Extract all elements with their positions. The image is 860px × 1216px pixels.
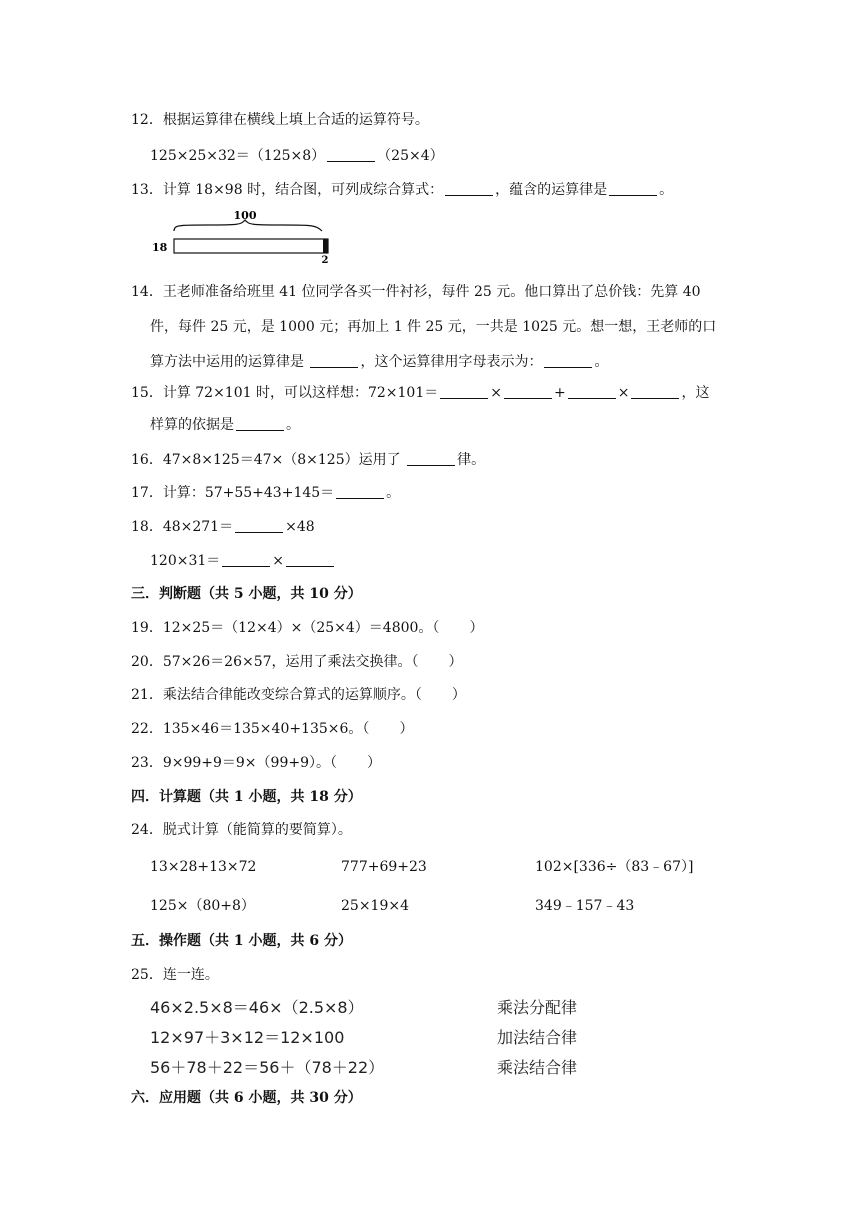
- answer-blank[interactable]: [286, 552, 334, 567]
- section-6-title: 六．应用题（共 6 小题，共 30 分）: [131, 1090, 362, 1106]
- q13-diagram: [145, 206, 345, 264]
- answer-blank[interactable]: [445, 181, 493, 196]
- match-left-item[interactable]: 56＋78＋22＝56＋（78＋22）: [150, 1058, 385, 1077]
- question-20: 20．57×26＝26×57，运用了乘法交换律。（ ）: [131, 654, 463, 670]
- calc-item: 13×28+13×72: [150, 859, 257, 875]
- question-17: 17．计算：57+55+43+145＝ 。: [131, 485, 401, 501]
- match-right-item[interactable]: 加法结合律: [497, 1028, 578, 1047]
- question-14-line3: 算方法中运用的运算律是 ，这个运算律用字母表示为： 。: [150, 354, 609, 370]
- answer-blank[interactable]: [222, 552, 270, 567]
- question-12-expression: 125×25×32＝（125×8） （25×4）: [150, 148, 444, 164]
- question-13: 13．计算 18×98 时，结合图，可列成综合算式： ，蕴含的运算律是 。: [131, 182, 674, 198]
- question-12: 12．根据运算律在横线上填上合适的运算符号。: [131, 112, 429, 128]
- match-left-item[interactable]: 12×97＋3×12＝12×100: [150, 1028, 345, 1047]
- question-16: 16．47×8×125＝47×（8×125）运用了 律。: [131, 452, 486, 468]
- answer-blank[interactable]: [336, 484, 384, 499]
- question-18-line2: 120×31＝ ×: [150, 551, 336, 571]
- question-15-line1: 15．计算 72×101 时，可以这样想：72×101＝ × + × ，这: [131, 385, 710, 401]
- match-right-item[interactable]: 乘法结合律: [497, 1058, 578, 1077]
- question-14-line2: 件，每件 25 元，是 1000 元；再加上 1 件 25 元，一共是 1025 元。想一想，王老师的口: [150, 319, 717, 335]
- question-23: 23．9×99+9＝9×（99+9）。（ ）: [131, 755, 381, 771]
- section-3-title: 三．判断题（共 5 小题，共 10 分）: [131, 586, 362, 602]
- answer-blank[interactable]: [544, 353, 592, 368]
- calc-item: 102×[336÷（83﹣67）]: [535, 859, 694, 875]
- answer-blank[interactable]: [327, 147, 375, 162]
- answer-blank[interactable]: [407, 451, 455, 466]
- question-22: 22．135×46＝135×40+135×6。（ ）: [131, 721, 414, 737]
- answer-blank[interactable]: [631, 384, 679, 399]
- calc-item: 777+69+23: [341, 859, 427, 875]
- question-18-line1: 18．48×271＝ ×48: [131, 519, 315, 535]
- answer-blank[interactable]: [235, 518, 283, 533]
- match-left-item[interactable]: 46×2.5×8＝46×（2.5×8）: [150, 998, 364, 1017]
- answer-blank[interactable]: [440, 384, 488, 399]
- question-19: 19．12×25＝（12×4）×（25×4）＝4800。（ ）: [131, 620, 484, 636]
- question-24: 24．脱式计算（能简算的要简算）。: [131, 822, 352, 838]
- section-4-title: 四．计算题（共 1 小题，共 18 分）: [131, 789, 362, 805]
- question-25: 25．连一连。: [131, 967, 219, 983]
- diagram-label-left: 18: [152, 241, 168, 254]
- section-5-title: 五．操作题（共 1 小题，共 6 分）: [131, 933, 352, 949]
- calc-item: 349﹣157﹣43: [535, 898, 635, 914]
- diagram-label-top: 100: [233, 209, 257, 222]
- answer-blank[interactable]: [609, 181, 657, 196]
- answer-blank[interactable]: [236, 416, 284, 431]
- calc-item: 25×19×4: [341, 898, 409, 914]
- answer-blank[interactable]: [568, 384, 616, 399]
- diagram-label-bottom: 2: [321, 255, 329, 264]
- question-14-line1: 14．王老师准备给班里 41 位同学各买一件衬衫，每件 25 元。他口算出了总价钱：先算 40: [131, 284, 701, 300]
- answer-blank[interactable]: [504, 384, 552, 399]
- match-right-item[interactable]: 乘法分配律: [497, 998, 578, 1017]
- calc-item: 125×（80+8）: [150, 898, 255, 914]
- question-15-line2: 样算的依据是 。: [150, 417, 300, 433]
- answer-blank[interactable]: [310, 353, 358, 368]
- question-21: 21．乘法结合律能改变综合算式的运算顺序。（ ）: [131, 687, 466, 703]
